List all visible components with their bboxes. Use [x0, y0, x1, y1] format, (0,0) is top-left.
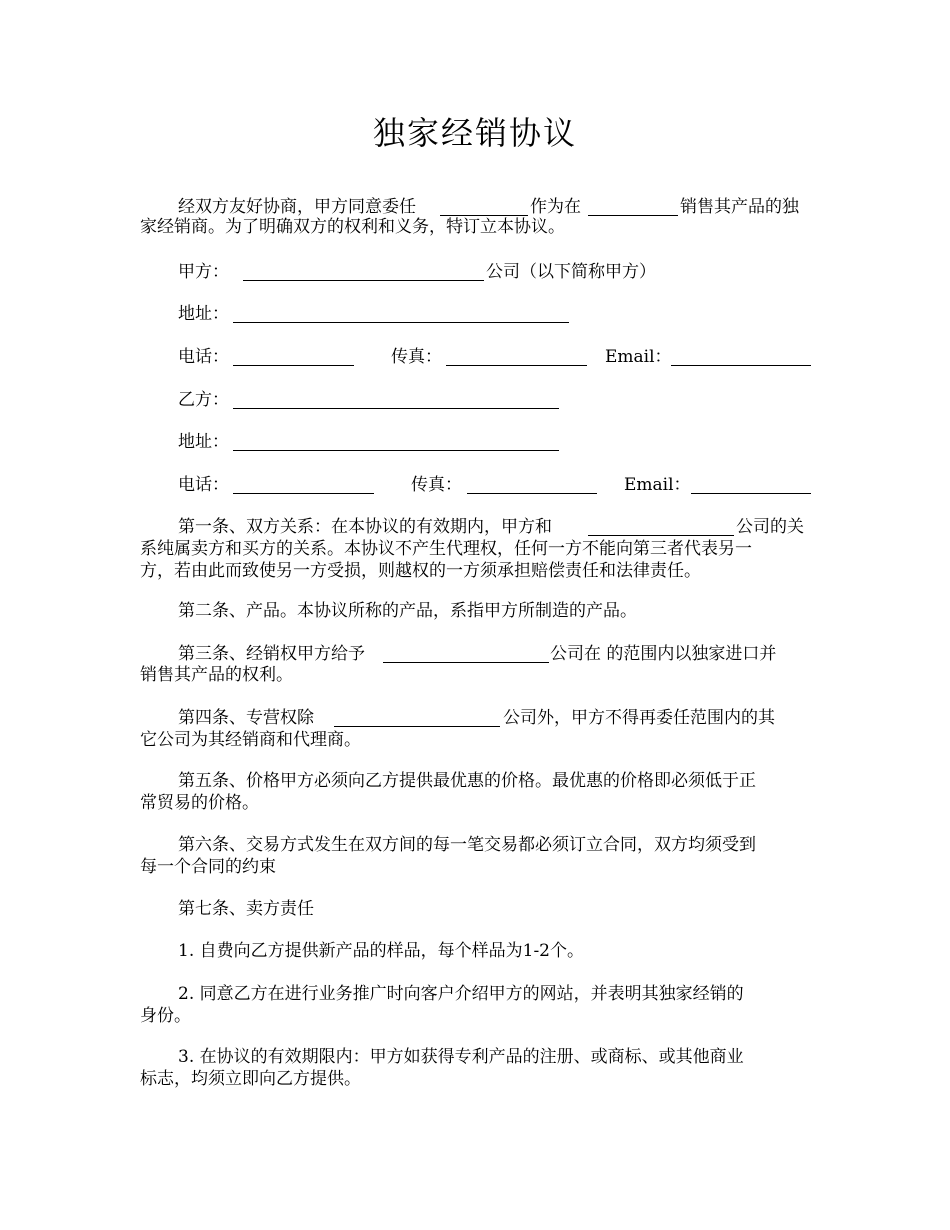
- party-b-phone-blank: [233, 493, 374, 494]
- party-b-phone-label: 电话：: [178, 475, 229, 495]
- party-b-name-blank: [233, 408, 559, 409]
- party-a-email-blank: [671, 365, 811, 366]
- article-7-item-2-line-1: 2. 同意乙方在进行业务推广时向客户介绍甲方的网站，并表明其独家经销的: [178, 984, 744, 1004]
- party-b-address-blank: [233, 450, 559, 451]
- party-a-address-blank: [233, 322, 569, 323]
- article-5-line-1: 第五条、价格甲方必须向乙方提供最优惠的价格。最优惠的价格即必须低于正: [178, 771, 756, 791]
- article-4-text-a: 第四条、专营权除: [178, 708, 314, 728]
- party-a-fax-blank: [446, 365, 587, 366]
- article-4-text-b: 公司外，甲方不得再委任范围内的其: [503, 708, 775, 728]
- intro-text-c: 销售其产品的独: [680, 197, 799, 217]
- article-7-item-3-line-2: 标志，均须立即向乙方提供。: [140, 1069, 361, 1089]
- party-b-email-label: Email：: [624, 475, 691, 495]
- article-7-item-1: 1. 自费向乙方提供新产品的样品，每个样品为1-2个。: [178, 941, 584, 961]
- party-b-fax-blank: [467, 493, 597, 494]
- article-1-company-blank: [588, 535, 734, 536]
- party-a-email-label: Email：: [605, 347, 672, 367]
- party-b-email-blank: [691, 493, 811, 494]
- party-a-label: 甲方：: [178, 262, 229, 282]
- article-7-item-3-line-1: 3. 在协议的有效期限内：甲方如获得专利产品的注册、或商标、或其他商业: [178, 1047, 744, 1067]
- party-b-label: 乙方：: [178, 390, 229, 410]
- article-5-line-2: 常贸易的价格。: [140, 793, 259, 813]
- party-a-phone-blank: [233, 365, 354, 366]
- article-7-item-2-line-2: 身份。: [140, 1006, 191, 1026]
- article-4-company-blank: [334, 726, 500, 727]
- party-a-name-blank: [243, 280, 484, 281]
- article-1-line-2: 系纯属卖方和买方的关系。本协议不产生代理权，任何一方不能向第三者代表另一: [140, 539, 752, 559]
- party-a-address-label: 地址：: [178, 304, 229, 324]
- article-2-line-1: 第二条、产品。本协议所称的产品，系指甲方所制造的产品。: [178, 601, 637, 621]
- article-1-line-3: 方，若由此而致使另一方受损，则越权的一方须承担赔偿责任和法律责任。: [140, 561, 701, 581]
- party-a-suffix: 公司（以下简称甲方）: [486, 262, 656, 282]
- intro-line-2: 家经销商。为了明确双方的权利和义务，特订立本协议。: [140, 217, 565, 237]
- document-title: 独家经销协议: [372, 114, 577, 152]
- article-3-line-2: 销售其产品的权利。: [140, 665, 293, 685]
- article-6-line-1: 第六条、交易方式发生在双方间的每一笔交易都必须订立合同，双方均须受到: [178, 835, 756, 855]
- article-7-heading: 第七条、卖方责任: [178, 899, 314, 919]
- article-4-line-2: 它公司为其经销商和代理商。: [140, 730, 361, 750]
- article-3-text-a: 第三条、经销权甲方给予: [178, 644, 365, 664]
- article-1-text-a: 第一条、双方关系：在本协议的有效期内，甲方和: [178, 517, 552, 537]
- party-a-phone-label: 电话：: [178, 347, 229, 367]
- article-3-company-blank: [383, 662, 549, 663]
- party-b-address-label: 地址：: [178, 432, 229, 452]
- intro-text-b: 作为在: [530, 197, 581, 217]
- intro-text-a: 经双方友好协商，甲方同意委任: [178, 197, 416, 217]
- party-b-fax-label: 传真：: [411, 475, 462, 495]
- article-3-text-b: 公司在 的范围内以独家进口并: [550, 644, 777, 664]
- article-1-text-b: 公司的关: [736, 517, 804, 537]
- party-a-fax-label: 传真：: [391, 347, 442, 367]
- article-6-line-2: 每一个合同的约束: [140, 857, 276, 877]
